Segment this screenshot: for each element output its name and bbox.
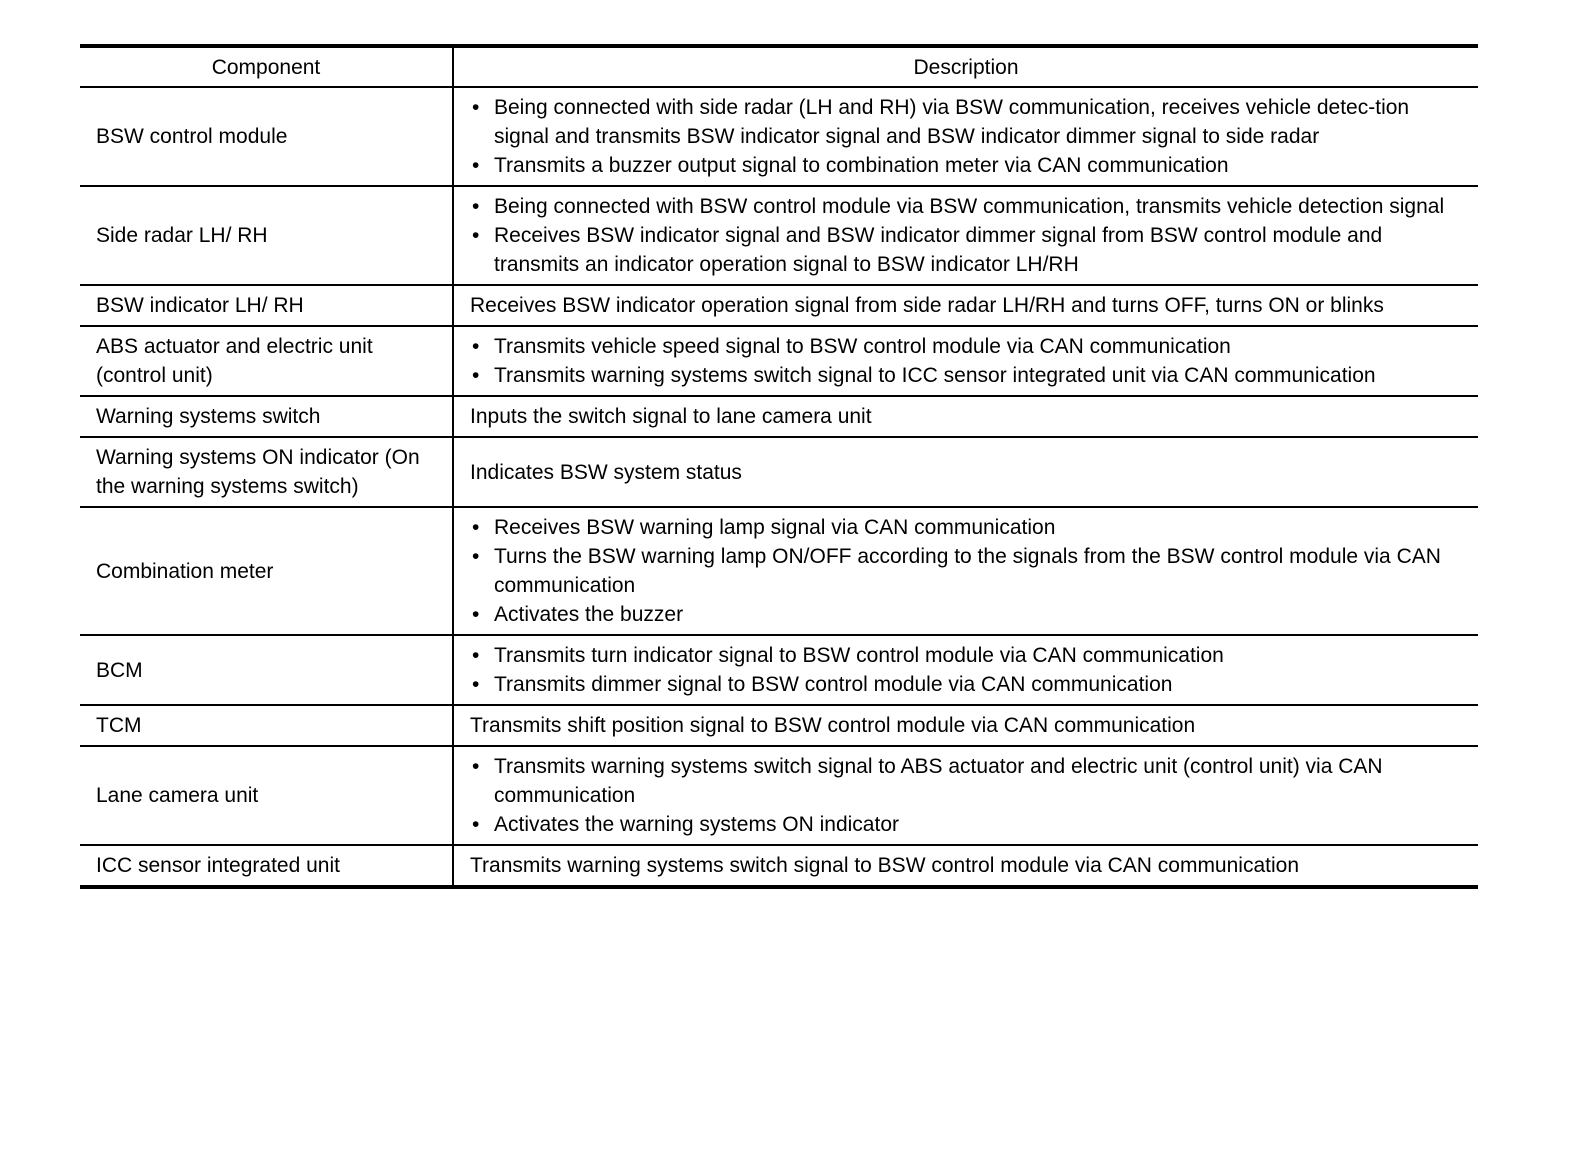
description-cell: Receives BSW indicator operation signal from side radar LH/RH and turns OFF, turns ON or blinks [453, 285, 1478, 326]
component-cell: ICC sensor integrated unit [80, 845, 453, 887]
component-cell: Lane camera unit [80, 746, 453, 845]
component-cell: BSW control module [80, 87, 453, 186]
description-cell: Indicates BSW system status [453, 437, 1478, 507]
table-row [80, 186, 1478, 285]
table-row [80, 285, 1478, 326]
description-bullet-item: • Being connected with side radar (LH and RH) via BSW communication, receives vehicle detec-tion signal and transmits BSW indicator signal and BSW indicator dimmer signal to side radar [470, 93, 1466, 151]
description-cell: Transmits warning systems switch signal to BSW control module via CAN communication [470, 854, 1299, 877]
description-bullet-item: • Receives BSW indicator signal and BSW indicator dimmer signal from BSW control module and transmits an indicator operation signal to BSW indicator LH/RH [470, 221, 1466, 279]
table-row [80, 437, 1478, 507]
description-bullet-list [470, 93, 1466, 180]
description-bullet-item: • Transmits vehicle speed signal to BSW control module via CAN communication [470, 332, 1466, 361]
component-cell: ABS actuator and electric unit (control unit) [80, 326, 453, 396]
description-bullet-item: • Transmits dimmer signal to BSW control module via CAN communication [470, 670, 1466, 699]
description-bullet-list [470, 192, 1466, 279]
table-row [80, 507, 1478, 635]
table-header-row [80, 46, 1478, 87]
table-row [80, 87, 1478, 186]
header-component: Component [80, 46, 453, 87]
description-bullet-list [470, 641, 1466, 699]
description-bullet-item: • Being connected with BSW control module via BSW communication, transmits vehicle detection signal [470, 192, 1466, 221]
description-bullet-list [470, 752, 1466, 839]
table-row [80, 396, 1478, 437]
description-bullet-item: • Activates the buzzer [470, 600, 1466, 629]
component-description-table [80, 44, 1478, 889]
description-bullet-item: • Activates the warning systems ON indicator [470, 810, 1466, 839]
description-cell [453, 507, 1478, 635]
description-bullet-item: • Receives BSW warning lamp signal via CAN communication [470, 513, 1466, 542]
description-bullet-item: • Transmits warning systems switch signal to ABS actuator and electric unit (control unit) via CAN communication [470, 752, 1466, 810]
table-row [80, 326, 1478, 396]
component-cell: BCM [80, 635, 453, 705]
description-bullet-item: • Transmits turn indicator signal to BSW control module via CAN communication [470, 641, 1466, 670]
component-cell: BSW indicator LH/ RH [80, 285, 453, 326]
table-row [80, 635, 1478, 705]
table-row [80, 746, 1478, 845]
description-bullet-item: • Transmits a buzzer output signal to combination meter via CAN communication [470, 151, 1466, 180]
table-row [80, 845, 1478, 887]
description-cell [453, 635, 1478, 705]
component-cell: Combination meter [80, 507, 453, 635]
header-description: Description [453, 46, 1478, 87]
component-cell: Warning systems ON indicator (On the warning systems switch) [80, 437, 453, 507]
description-cell: Inputs the switch signal to lane camera unit [453, 396, 1478, 437]
description-bullet-list [470, 513, 1466, 629]
component-cell: TCM [80, 705, 453, 746]
description-cell [453, 87, 1478, 186]
description-cell [453, 746, 1478, 845]
component-cell: Side radar LH/ RH [80, 186, 453, 285]
table-body [80, 87, 1478, 887]
table-row [80, 705, 1478, 746]
component-cell: Warning systems switch [80, 396, 453, 437]
description-bullet-list [470, 332, 1466, 390]
description-bullet-item: • Turns the BSW warning lamp ON/OFF according to the signals from the BSW control module via CAN communication [470, 542, 1466, 600]
description-cell: Transmits shift position signal to BSW control module via CAN communication [453, 705, 1478, 746]
description-cell [453, 326, 1478, 396]
description-cell [453, 186, 1478, 285]
description-bullet-item: • Transmits warning systems switch signal to ICC sensor integrated unit via CAN communication [470, 361, 1466, 390]
